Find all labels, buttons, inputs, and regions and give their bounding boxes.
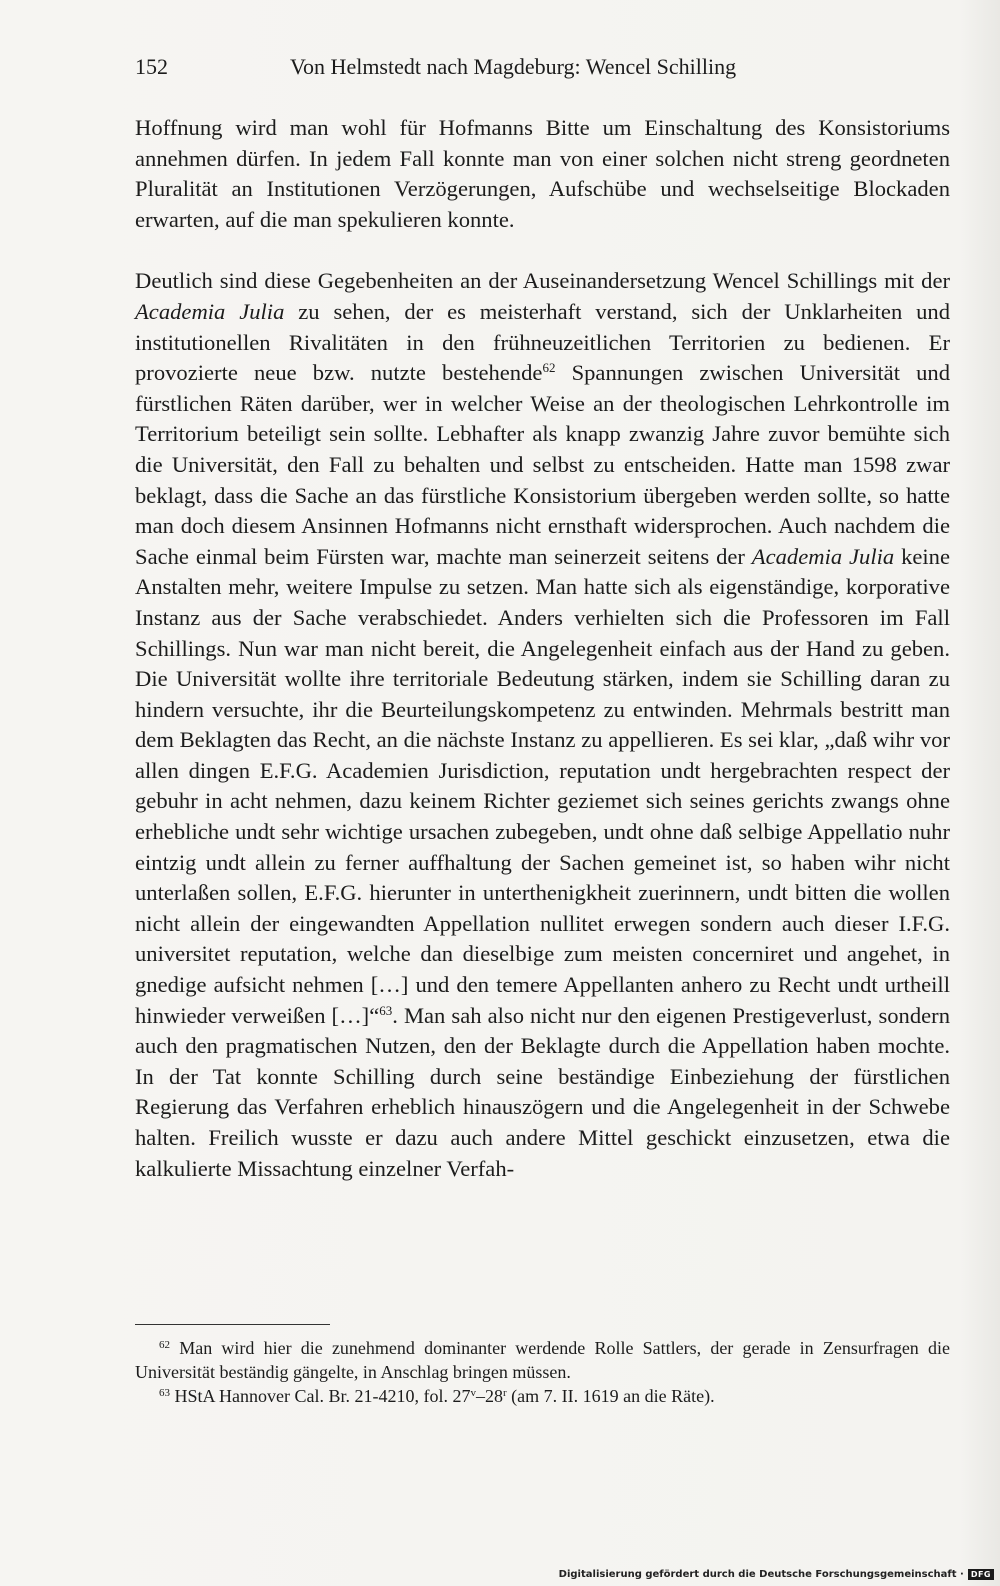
paragraph-1: Hoffnung wird man wohl für Hofmanns Bitte um Einschaltung des Konsistoriums annehmen dürfen. In jedem Fall konnte man von einer solchen nicht streng geordneten Pluralität an Institutionen Verzögerungen, Aufschübe und wechselseitige Blockaden erwarten, auf die man spekulieren konnte. xyxy=(135,115,950,232)
paragraph-2-text: zu sehen, der es meisterhaft verstand, sich der Unklarheiten und institutionellen Rivalitäten in den frühneuzeitlichen Territorien zu bedienen. Er provozierte neue bzw. nutzte bestehende xyxy=(135,298,951,386)
page-number: 152 xyxy=(135,54,168,79)
academia-julia-italic: Academia Julia xyxy=(135,298,285,324)
dfg-logo-icon: DFG xyxy=(968,1569,994,1580)
paragraph-2-text: Spannungen zwischen Universität und fürstlichen Räten darüber, wer in welcher Weise an der theologischen Lehrkontrolle im Territorium beteiligt sein sollte. Lebhafter als knapp zwanzig Jahre zuvor bemühte sich die Universität, den Fall zu behalten und selbst zu entscheiden. Hatte man 1598 zwar beklagt, dass die Sache an das fürstliche Konsistorium übergeben werden sollte, so hatte man doch diesem Ansinnen Hofmanns nicht ernsthaft widersprochen. Auch nachdem die Sache einmal beim Fürsten war, machte man seinerzeit seitens der xyxy=(135,360,950,569)
footnote-text: HStA Hannover Cal. Br. 21-4210, fol. 27 xyxy=(170,1386,471,1406)
running-title: Von Helmstedt nach Magdeburg: Wencel Schilling xyxy=(290,54,737,79)
footnote-63 xyxy=(135,1384,950,1408)
footnote-ref-63[interactable]: 63 xyxy=(379,1002,393,1018)
digitization-credit xyxy=(559,1569,994,1580)
footnote-divider xyxy=(135,1324,330,1325)
academia-julia-italic: Academia Julia xyxy=(751,543,895,569)
footnotes xyxy=(135,1336,950,1408)
footnote-marker: 62 xyxy=(159,1339,170,1351)
footnote-text: Man wird hier die zunehmend dominanter werdende Rolle Sattlers, der gerade in Zensurfragen die Universität beständig gängelte, in Anschlag bringen müssen. xyxy=(135,1338,950,1382)
paragraph-2 xyxy=(135,266,950,1184)
footnote-marker: 63 xyxy=(159,1387,170,1399)
paragraph-2-text: . Man sah also nicht nur den eigenen Prestigeverlust, sondern auch den pragmatischen Nutzen, den der Beklagte durch die Appellation haben mochte. In der Tat konnte Schilling durch seine beständige Einbeziehung der fürstlichen Regierung das Verfahren erheblich hinauszögern und die Angelegenheit in der Schwebe halten. Freilich wusste er dazu auch andere Mittel geschickt einzusetzen, etwa die kalkulierte Missachtung einzelner Verfah- xyxy=(135,1002,950,1181)
folio-verso-mark: v xyxy=(470,1387,476,1399)
credit-text: Digitalisierung gefördert durch die Deutsche Forschungsgemeinschaft · xyxy=(558,1569,964,1580)
main-text xyxy=(135,113,950,1184)
footnote-62 xyxy=(135,1336,950,1384)
paragraph-2-text: keine Anstalten mehr, weitere Impulse zu setzen. Man hatte sich als eigenständige, korporative Instanz aus der Sache verabschiedet. Anders verhielten sich die Professoren im Fall Schillings. Nun war man nicht bereit, die Angelegenheit einfach aus der Hand zu geben. Die Universität wollte ihre territoriale Bedeutung stärken, indem sie Schilling daran zu hindern versuchte, ihr die Beurteilungskompetenz zu entwinden. Mehrmals bestritt man dem Beklagten das Recht, an die nächste Instanz zu appellieren. Es sei klar, „daß wihr vor allen dingen E.F.G. Academien Jurisdiction, reputation undt hergebrachten respect der gebuhr in acht nehmen, dazu keinem Richter geziemet sich seines gerichts zwangs ohne erhebliche undt sehr wichtige ursachen zubegeben, undt ohne daß selbige Appellatio nuhr eintzig undt allein zu ferner auffhaltung der Sachen gemeinet ist, so haben wihr nicht unterlaßen sollen, E.F.G. hierunter in unterthenigkheit zuerinnern, undt bitten die wollen nicht allein der eingewandten Appellation nullitet erwegen sondern auch dieser I.F.G. universitet reputation, welche dan dieselbige zum meisten concerniret und angehet, in gnedige aufsicht nehmen […] und den temere Appellanten anhero zu Recht undt urtheill hinwieder verweißen […]“ xyxy=(135,543,951,1028)
footnote-ref-62[interactable]: 62 xyxy=(542,360,556,376)
folio-recto-mark: r xyxy=(502,1387,507,1399)
footnote-text: –28 xyxy=(475,1386,503,1406)
paragraph-2-text: Deutlich sind diese Gegebenheiten an der Auseinandersetzung Wencel Schillings mit der xyxy=(135,268,950,294)
footnote-text: (am 7. II. 1619 an die Räte). xyxy=(506,1386,715,1406)
